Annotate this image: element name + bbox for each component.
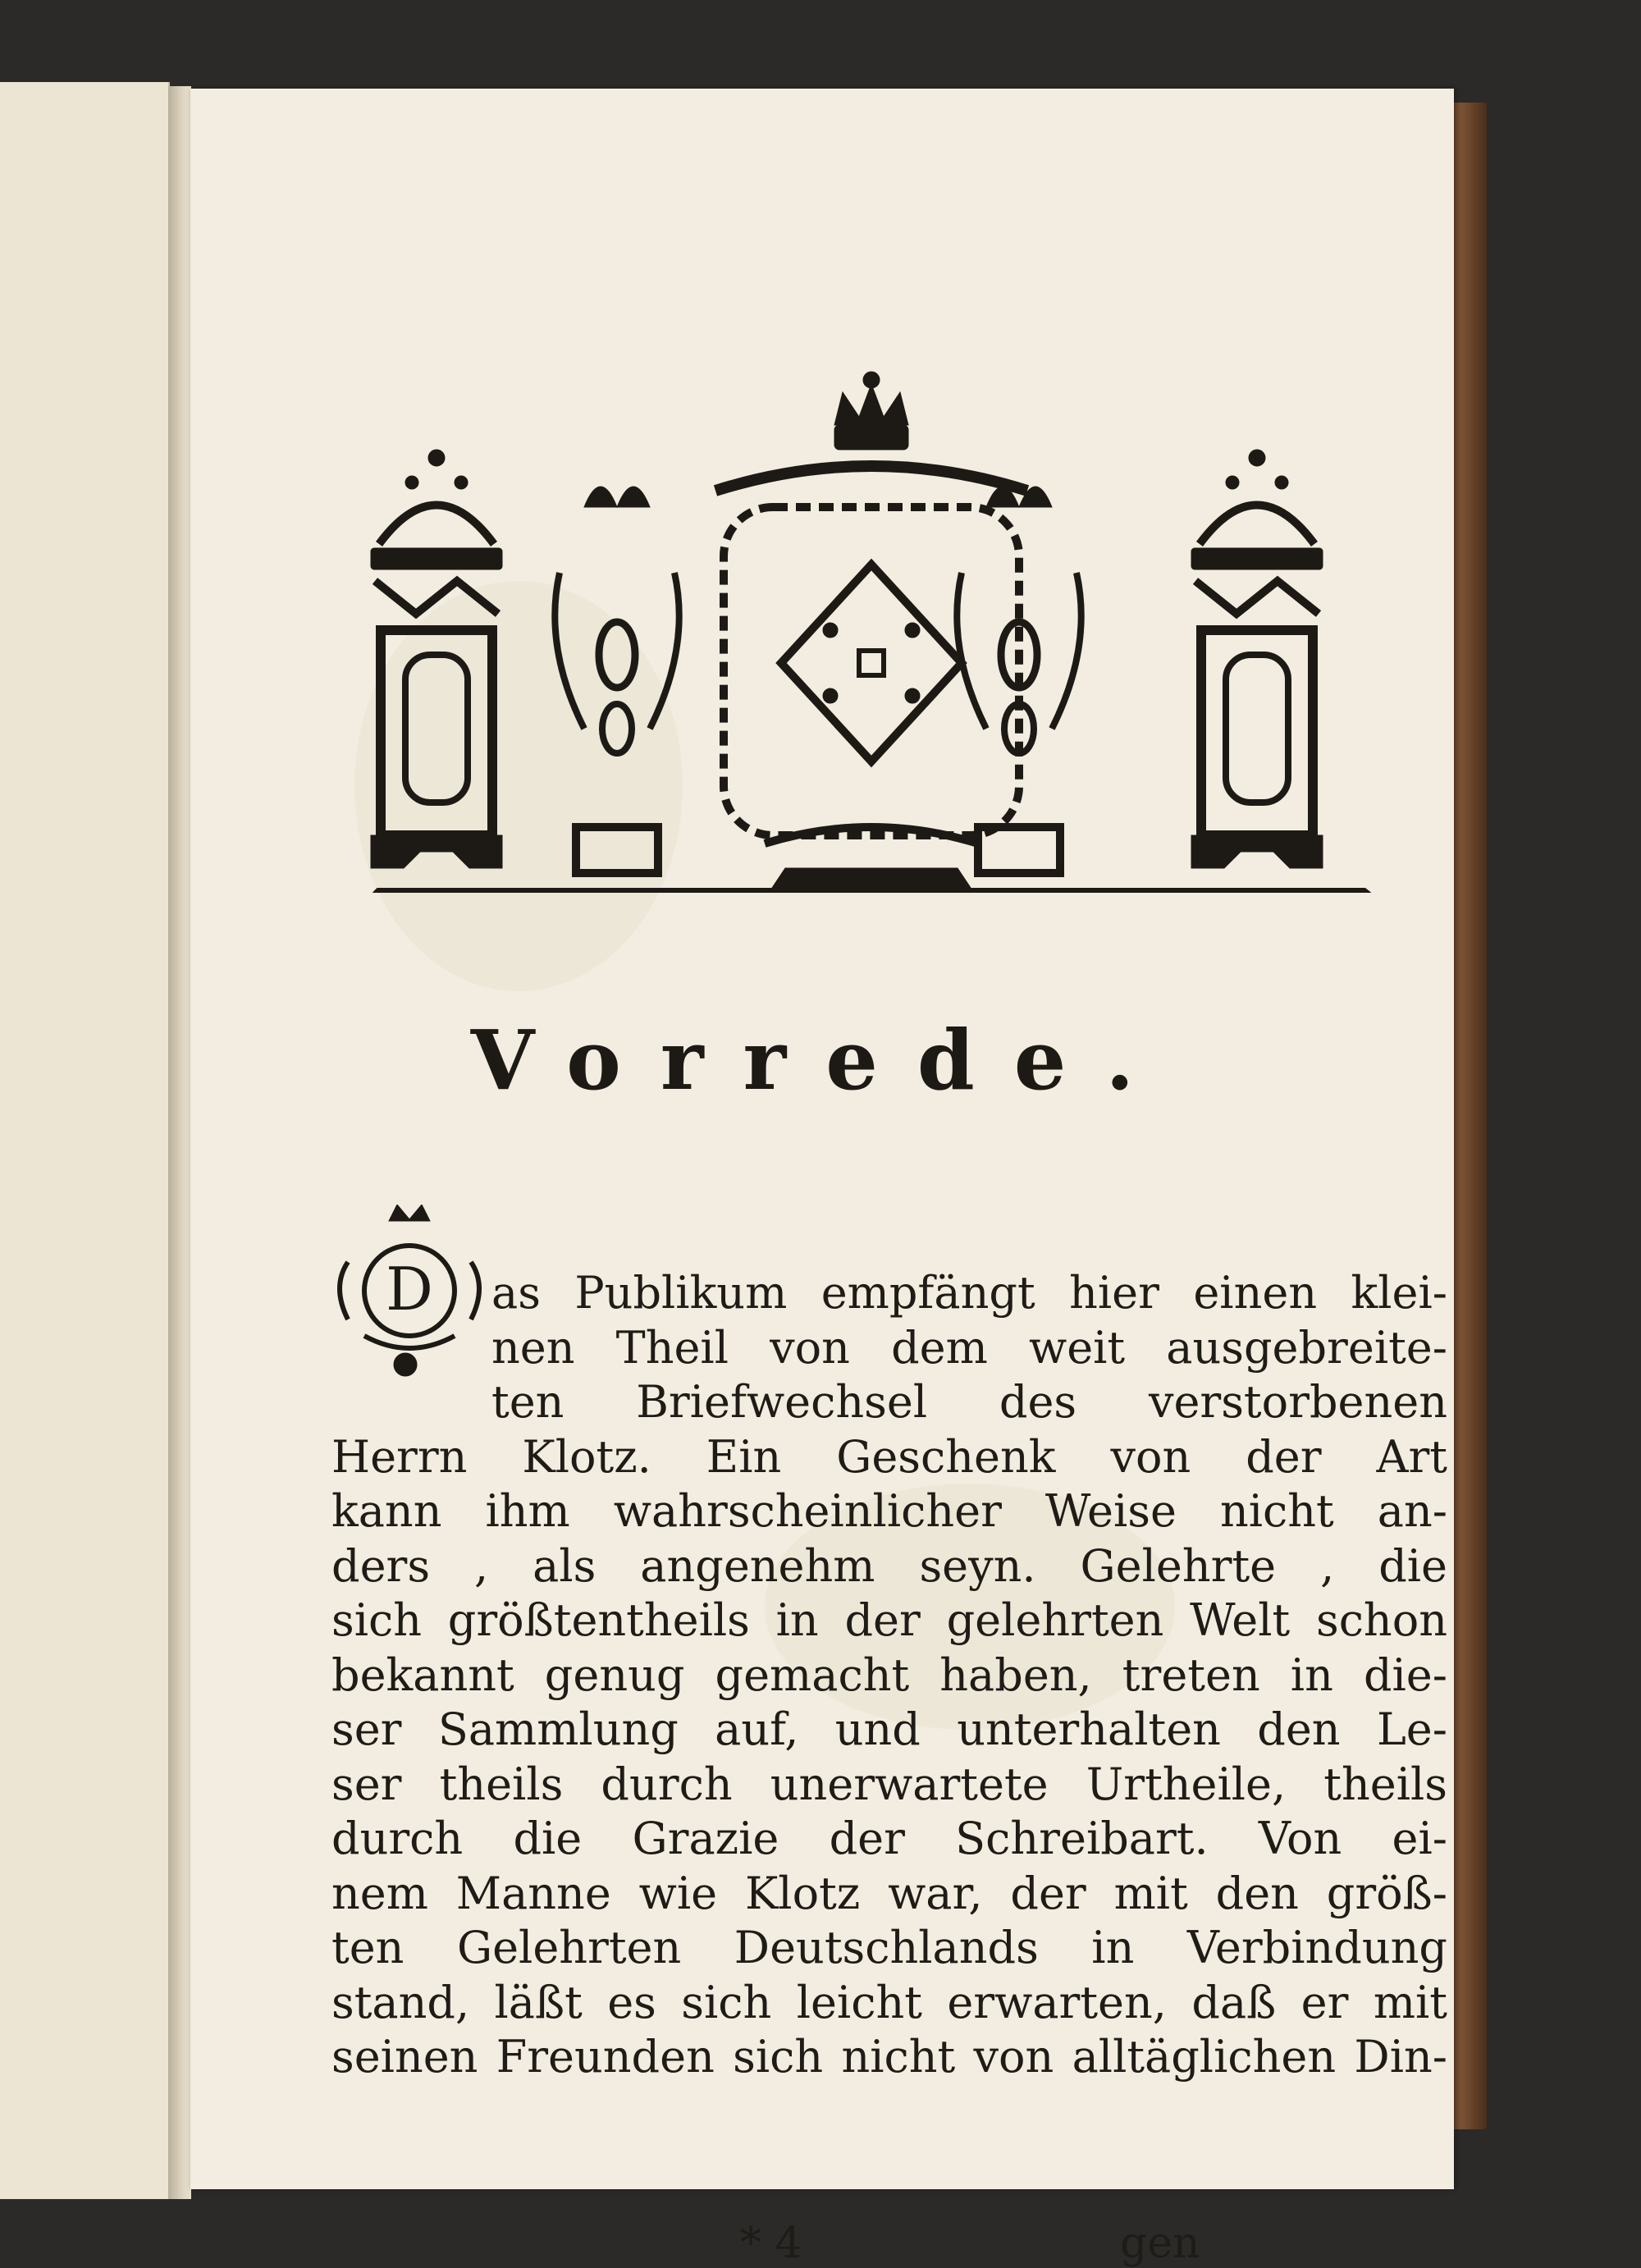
text-line: bekannt genug gemacht haben, treten in die- bbox=[331, 1648, 1447, 1701]
crown-icon bbox=[834, 372, 908, 450]
text-line: kann ihm wahrscheinlicher Weise nicht an- bbox=[331, 1485, 1447, 1537]
text-line: ser theils durch unerwartete Urtheile, theils bbox=[331, 1758, 1447, 1810]
left-vase-ornament bbox=[555, 487, 679, 873]
left-page-edge bbox=[0, 82, 170, 2199]
text-line: seinen Freunden sich nicht von alltäglichen Din- bbox=[331, 2031, 1447, 2083]
initial-letter: D bbox=[386, 1255, 433, 1324]
text-line: durch die Grazie der Schreibart. Von ei- bbox=[331, 1813, 1447, 1864]
text-line: stand, läßt es sich leicht erwarten, daß er mit bbox=[331, 1976, 1447, 2028]
page-heading: Vorrede. bbox=[470, 1012, 1174, 1109]
book-page bbox=[190, 89, 1454, 2268]
text-line: nen Theil von dem weit ausgebreite- bbox=[491, 1321, 1447, 1374]
text-line: ders , als angenehm seyn. Gelehrte , die bbox=[331, 1539, 1447, 1592]
text-line: nem Manne wie Klotz war, der mit den größ- bbox=[331, 1867, 1447, 1919]
small-crown-icon bbox=[389, 1205, 430, 1221]
preface-text bbox=[331, 1266, 1447, 2085]
text-line: as Publikum empfängt hier einen klei- bbox=[491, 1267, 1447, 1319]
text-line: ten Gelehrten Deutschlands in Verbindung bbox=[331, 1922, 1447, 1973]
headpiece-ornament bbox=[338, 302, 1454, 893]
book-gutter bbox=[168, 86, 191, 2199]
left-panel-ornament bbox=[371, 450, 502, 868]
catchword: gen bbox=[1120, 2219, 1200, 2268]
signature-mark: * 4 bbox=[740, 2219, 802, 2268]
right-panel-ornament bbox=[1191, 450, 1323, 868]
text-line: sich größtentheils in der gelehrten Welt schon bbox=[331, 1594, 1447, 1646]
text-line: Herrn Klotz. Ein Geschenk von der Art bbox=[331, 1430, 1447, 1483]
text-line: ser Sammlung auf, und unterhalten den Le- bbox=[331, 1703, 1447, 1755]
text-line: ten Briefwechsel des verstorbenen bbox=[491, 1376, 1447, 1428]
